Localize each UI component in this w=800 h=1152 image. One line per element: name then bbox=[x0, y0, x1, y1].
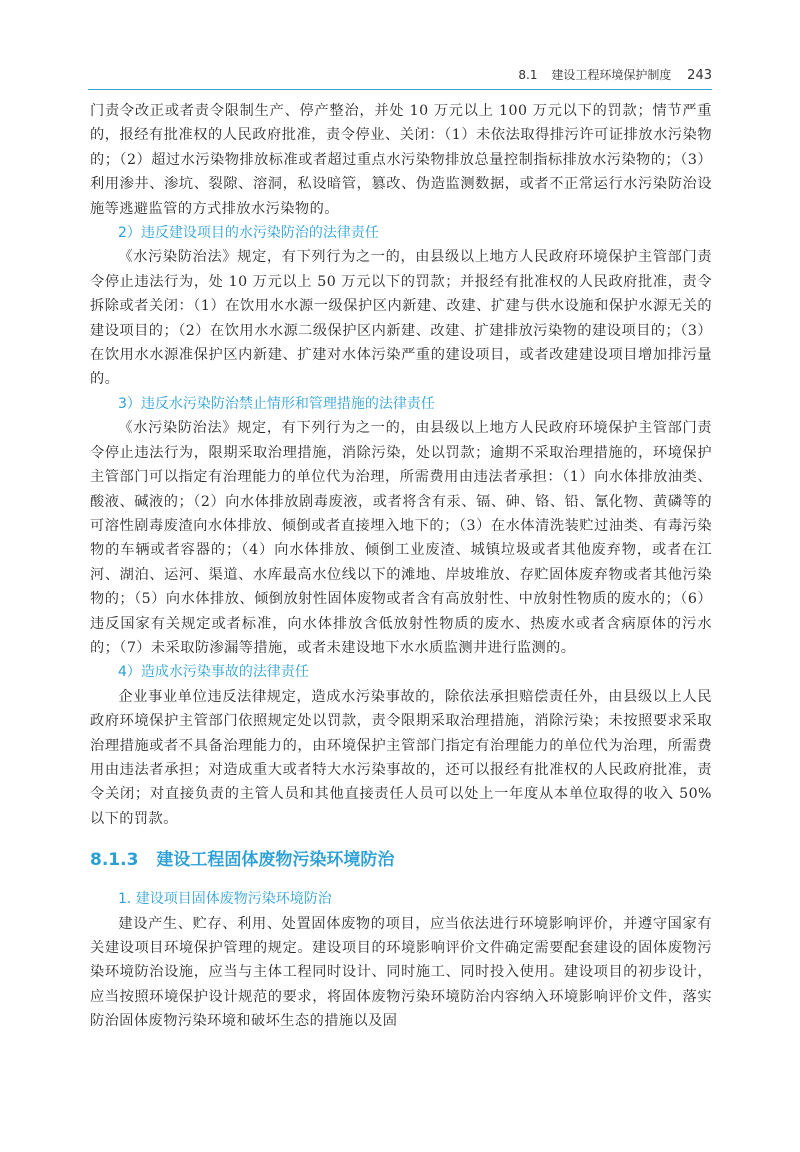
body-paragraph: 建设产生、贮存、利用、处置固体废物的项目，应当依法进行环境影响评价，并遵守国家有关建设项目环境保护管理的规定。建设项目的环境影响评价文件确定需要配套建设的固体废物污染环境防治设施，应当与主体工程同时设计、同时施工、同时投入使用。建设项目的初步设计，应当按照环境保护设计规范的要求，将固体废物污染环境防治内容纳入环境影响评价文件，落实防治固体废物污染环境和破坏生态的措施以及固 bbox=[90, 915, 712, 1030]
header-section-title: 建设工程环境保护制度 bbox=[551, 68, 672, 82]
header-section-number: 8.1 bbox=[518, 68, 538, 82]
body-paragraph: 《水污染防治法》规定，有下列行为之一的，由县级以上地方人民政府环境保护主管部门责令停止违法行为，处 10 万元以上 50 万元以下的罚款；并报经有批准权的人民政府批准，责令拆除或者关闭：（1）在饮用水水源一级保护区内新建、改建、扩建与供水设施和保护水源无关的建设项目的；（2）在饮用水水源二级保护区内新建、改建、扩建排放污染物的建设项目的；（3）在饮用水水源准保护区内新建、扩建对水体污染严重的建设项目，或者改建建设项目增加排污量的。 bbox=[90, 249, 712, 388]
section-heading bbox=[90, 845, 712, 875]
body-paragraph: 门责令改正或者责令限制生产、停产整治，并处 10 万元以上 100 万元以下的罚款；情节严重的，报经有批准权的人民政府批准，责令停业、关闭：（1）未依法取得排污许可证排放水污染物的；（2）超过水污染物排放标准或者超过重点水污染物排放总量控制指标排放水污染物的；（3）利用渗井、渗坑、裂隙、溶洞，私设暗管，篡改、伪造监测数据，或者不正常运行水污染防治设施等逃避监管的方式排放水污染物的。 bbox=[90, 103, 712, 217]
subheading: 3）违反水污染防治禁止情形和管理措施的法律责任 bbox=[118, 395, 435, 412]
subheading: 4）造成水污染事故的法律责任 bbox=[118, 664, 309, 681]
body-paragraph: 《水污染防治法》规定，有下列行为之一的，由县级以上地方人民政府环境保护主管部门责令停止违法行为，限期采取治理措施，消除污染，处以罚款；逾期不采取治理措施的，环境保护主管部门可以指定有治理能力的单位代为治理，所需费用由违法者承担：（1）向水体排放油类、酸液、碱液的；（2）向水体排放剧毒废液，或者将含有汞、镉、砷、铬、铅、氰化物、黄磷等的可溶性剧毒废渣向水体排放、倾倒或者直接埋入地下的；（3）在水体清洗装贮过油类、有毒污染物的车辆或者容器的；（4）向水体排放、倾倒工业废渣、城镇垃圾或者其他废弃物，或者在江河、湖泊、运河、渠道、水库最高水位线以下的滩地、岸坡堆放、存贮固体废弃物或者其他污染物的；（5）向水体排放、倾倒放射性固体废物或者含有高放射性、中放射性物质的废水的；（6）违反国家有关规定或者标准，向水体排放含低放射性物质的废水、热废水或者含病原体的污水的；（7）未采取防渗漏等措施，或者未建设地下水水质监测井进行监测的。 bbox=[90, 420, 712, 656]
header-right bbox=[518, 66, 712, 83]
page-body bbox=[90, 99, 712, 1034]
body-paragraph: 企业事业单位违反法律规定，造成水污染事故的，除依法承担赔偿责任外，由县级以上人民政府环境保护主管部门依照规定处以罚款，责令限期采取治理措施，消除污染；未按照要求采取治理措施或者不具备治理能力的，由环境保护主管部门指定有治理能力的单位代为治理，所需费用由违法者承担；对造成重大或者特大水污染事故的，还可以报经有批准权的人民政府批准，责令关闭；对直接负责的主管人员和其他直接责任人员可以处上一年度从本单位取得的收入 50% 以下的罚款。 bbox=[90, 688, 712, 827]
subheading: 1. 建设项目固体废物污染环境防治 bbox=[118, 891, 332, 908]
page-number: 243 bbox=[687, 68, 712, 83]
section-title: 建设工程固体废物污染环境防治 bbox=[156, 850, 395, 871]
running-header bbox=[88, 63, 712, 90]
section-number: 8.1.3 bbox=[90, 850, 139, 871]
subheading: 2）违反建设项目的水污染防治的法律责任 bbox=[118, 225, 379, 242]
